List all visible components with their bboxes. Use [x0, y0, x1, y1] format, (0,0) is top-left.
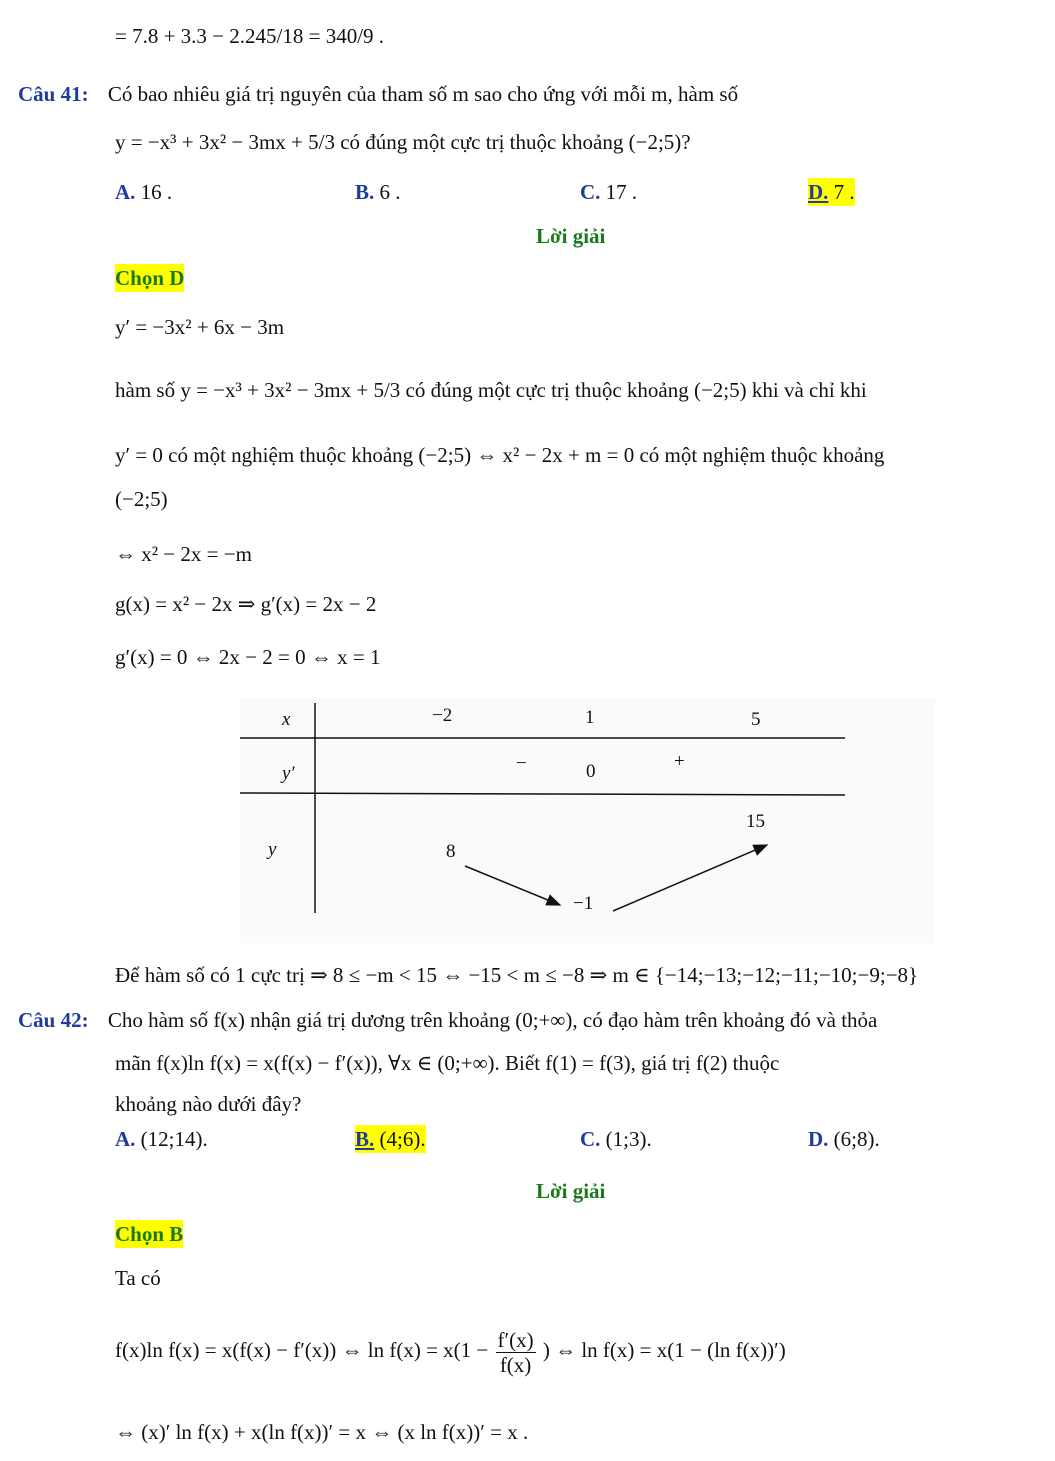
- q42-choice: Chọn B: [115, 1222, 184, 1246]
- table-y-value: 15: [746, 811, 765, 832]
- q42-equation-2: ⇔ (x)′ ln f(x) + x(ln f(x))′ = x ⇔ (x ln f(x))′ = x .: [115, 1420, 529, 1444]
- table-sign: 0: [586, 761, 596, 782]
- table-sign: −: [516, 753, 527, 774]
- option-value: (4;6).: [379, 1127, 426, 1151]
- decreasing-arrow: [465, 866, 560, 905]
- q41-step-6: g(x) = x² − 2x ⇒ g′(x) = 2x − 2: [115, 592, 377, 616]
- option-value: 7 .: [833, 180, 855, 204]
- q42-solution-title: Lời giải: [536, 1179, 606, 1203]
- option-letter: A.: [115, 180, 136, 204]
- eq1-right: ) ⇔ ln f(x) = x(1 − (ln f(x))′): [542, 1338, 786, 1362]
- option-letter: B.: [355, 1127, 375, 1151]
- option-letter: C.: [580, 180, 601, 204]
- eq1-denominator: f(x): [499, 1352, 532, 1377]
- q42-text-line1: Cho hàm số f(x) nhận giá trị dương trên khoảng (0;+∞), có đạo hàm trên khoảng đó và thỏa: [107, 1008, 878, 1032]
- table-y-label: y: [268, 839, 277, 860]
- table-x-value: 5: [751, 709, 761, 730]
- q42-option-b: [355, 1125, 426, 1153]
- table-row-line: [240, 793, 845, 795]
- q42-ta-co: Ta có: [115, 1266, 161, 1290]
- option-letter: C.: [580, 1127, 601, 1151]
- table-yprime-label: y′: [282, 763, 295, 784]
- option-letter: B.: [355, 180, 375, 204]
- q41-step-2: hàm số y = −x³ + 3x² − 3mx + 5/3 có đúng một cực trị thuộc khoảng (−2;5) khi và chỉ khi: [115, 378, 867, 402]
- table-y-value: 8: [446, 841, 456, 862]
- option-letter: A.: [115, 1127, 136, 1151]
- q42-option-c: [580, 1125, 652, 1153]
- q41-step-1: y′ = −3x² + 6x − 3m: [115, 315, 285, 339]
- option-value: 17 .: [605, 180, 638, 204]
- q42-line2: mãn f(x)ln f(x) = x(f(x) − f′(x)), ∀x ∈ (0;+∞). Biết f(1) = f(3), giá trị f(2) thuộc: [115, 1051, 780, 1075]
- q42-option-a: [115, 1125, 208, 1153]
- q41-option-a: [115, 178, 172, 206]
- q42-equation-1: [115, 1318, 786, 1382]
- q41-solution-title: Lời giải: [536, 224, 606, 248]
- q41-line1: [18, 80, 738, 108]
- q41-option-c: [580, 178, 637, 206]
- q41-choice: Chọn D: [115, 266, 185, 290]
- q41-step-4: (−2;5): [115, 487, 168, 511]
- eq1-numerator: f′(x): [497, 1327, 534, 1352]
- q41-line2: y = −x³ + 3x² − 3mx + 5/3 có đúng một cực trị thuộc khoảng (−2;5)?: [115, 130, 691, 154]
- q42-option-d: [808, 1125, 880, 1153]
- q42-line3: khoảng nào dưới đây?: [115, 1092, 302, 1116]
- q41-step-7: g′(x) = 0 ⇔ 2x − 2 = 0 ⇔ x = 1: [115, 645, 381, 669]
- option-value: 6 .: [379, 180, 401, 204]
- table-x-value: 1: [585, 707, 595, 728]
- q42-line1: [18, 1006, 877, 1034]
- variation-table: [240, 698, 935, 943]
- option-value: (6;8).: [833, 1127, 880, 1151]
- q41-step-3: y′ = 0 có một nghiệm thuộc khoảng (−2;5) ⇔ x² − 2x + m = 0 có một nghiệm thuộc khoảng: [115, 443, 885, 467]
- q41-step-5: ⇔ x² − 2x = −m: [115, 542, 252, 566]
- eq1-fraction: [496, 1328, 536, 1377]
- q42-label: Câu 42:: [18, 1008, 89, 1032]
- table-sign: +: [674, 751, 685, 772]
- table-x-value: −2: [432, 705, 453, 726]
- option-value: (12;14).: [140, 1127, 208, 1151]
- option-letter: D.: [808, 180, 829, 204]
- eq1-left: f(x)ln f(x) = x(f(x) − f′(x)) ⇔ ln f(x) = x(1 −: [115, 1338, 489, 1362]
- q41-conclusion: Để hàm số có 1 cực trị ⇒ 8 ≤ −m < 15 ⇔ −15 < m ≤ −8 ⇒ m ∈ {−14;−13;−12;−11;−10;−9;−8}: [115, 963, 919, 987]
- q41-option-b: [355, 178, 401, 206]
- table-y-value: −1: [573, 893, 594, 914]
- q41-text-line1: Có bao nhiêu giá trị nguyên của tham số m sao cho ứng với mỗi m, hàm số: [107, 82, 739, 106]
- option-letter: D.: [808, 1127, 829, 1151]
- option-value: 16 .: [140, 180, 173, 204]
- increasing-arrow: [613, 845, 767, 911]
- q41-label: Câu 41:: [18, 82, 89, 106]
- option-value: (1;3).: [605, 1127, 652, 1151]
- q41-option-d: [808, 178, 855, 206]
- header-equation: = 7.8 + 3.3 − 2.245/18 = 340/9 .: [115, 24, 385, 48]
- table-x-label: x: [282, 709, 291, 730]
